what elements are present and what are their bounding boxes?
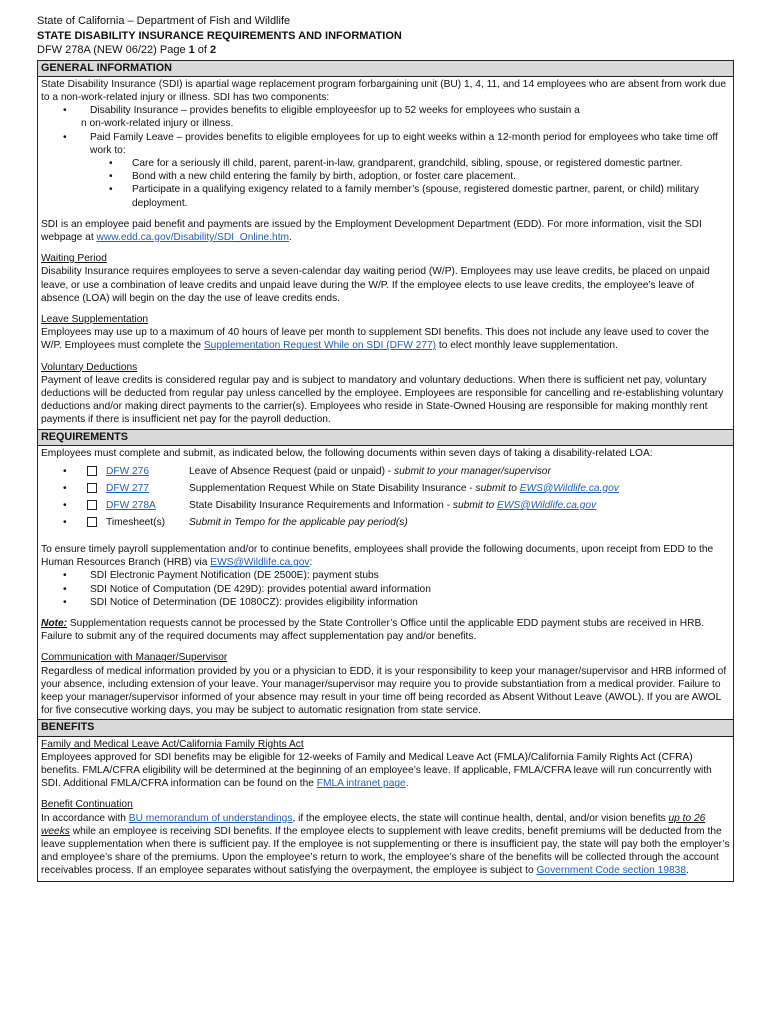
doc-note: submit to (452, 499, 498, 511)
communication-heading: Communication with Manager/Supervisor (41, 652, 228, 664)
general-intro: State Disability Insurance (SDI) is apartial wage replacement program forbargaining unit (BU) 1, 4, 11, and 14 employees who are absent from work due to a non-work-related injury or illness. SDI has two components: (41, 78, 726, 103)
list-item (41, 131, 730, 157)
benefits-section (38, 737, 733, 881)
period: . (405, 778, 409, 790)
edd-doc-2: SDI Notice of Computation (DE 429D): provides potential award information (90, 583, 431, 595)
dfw278a-link[interactable]: DFW 278A (106, 499, 156, 511)
list-item (41, 183, 730, 209)
agency-line: State of California – Department of Fish and Wildlife (37, 15, 291, 27)
di-bullet-text: Disability Insurance – provides benefits to eligible employeesfor up to 52 weeks for employees who sustain a (90, 105, 580, 117)
benefit-continuation-paragraph (41, 812, 730, 878)
sdi-components-list (41, 104, 730, 210)
page-number: 1 (188, 44, 195, 56)
doc-note: submit to (475, 482, 520, 494)
waiting-period-heading: Waiting Period (41, 253, 107, 265)
leave-text-2: to elect monthly leave supplementation. (436, 340, 618, 352)
fmla-text: Employees approved for SDI benefits may be eligible for 12-weeks of Family and Medical Leave Act (FMLA)/California Family Rights Act (CFRA) benefits. FMLA/CFRA eligibility will be determined at the beginning of an employee’s leave. If applicable, FMLA/CFRA leave will run concurrently with SDI. Additional FMLA/CFRA information can be found on the (41, 751, 712, 790)
note-text: Supplementation requests cannot be processed by the State Controller’s Office until the applicable EDD payment stubs are received in HRB. Failure to submit any of the required documents may affect supplementation pay and/or benefits. (41, 618, 705, 643)
form-number-line (37, 43, 734, 58)
timesheet-checkbox[interactable] (87, 517, 97, 527)
form-number: DFW 278A (NEW 06/22) Page (37, 44, 189, 56)
ews-email-link[interactable]: EWS@Wildlife.ca.gov (210, 557, 310, 569)
pfl-sub-exigency: Participate in a qualifying exigency related to a family member’s (spouse, registered domestic partner, parent, or child) military deployment. (132, 184, 699, 209)
timesheet-label: Timesheet(s) (106, 516, 166, 528)
dfw277-checkbox[interactable] (87, 483, 97, 493)
ensure-paragraph (41, 543, 730, 569)
benefit-continuation-heading: Benefit Continuation (41, 799, 133, 811)
bullet: • (63, 499, 67, 511)
dfw276-link[interactable]: DFW 276 (106, 465, 150, 477)
voluntary-deductions-text: Payment of leave credits is considered regular pay and is subject to mandatory and voluntary deductions. When there is sufficient net pay, voluntary deductions will be deducted from regular pay unless cancelled by the employee. Employees are responsible for cancelling and re-establishing voluntary deductions and/or making direct payments to the carrier(s). Employees who reside in State-Owned Housing are responsible for making monthly rent payments if there is insufficient net pay for the payroll deduction. (41, 374, 724, 426)
fmla-intranet-link[interactable]: FMLA intranet page (316, 778, 406, 790)
di-bullet-cont: n on-work-related injury or illness. (81, 118, 234, 130)
fmla-paragraph (41, 751, 730, 791)
bu-mou-link[interactable]: BU memorandum of understandings (128, 812, 293, 824)
timesheet-description: Submit in Tempo for the applicable pay period(s) (189, 516, 408, 528)
dfw278a-checkbox[interactable] (87, 500, 97, 510)
period: . (686, 865, 689, 877)
doc-row-dfw278a (41, 497, 730, 514)
pfl-sub-care: Care for a seriously ill child, parent, parent-in-law, grandparent, grandchild, sibling, spouse, or registered domestic partner. (132, 157, 683, 169)
sdi-paid-paragraph: SDI is an employee paid benefit and payments are issued by the Employment Development Department (EDD). For more information, visit the SDI webpage at www.edd.ca.gov/Disability/SDI_Online.htm. (41, 218, 702, 243)
page-total: 2 (210, 44, 217, 56)
ensure-text: To ensure timely payroll supplementation and/or to continue benefits, employees shall provide the following documents, upon receipt from EDD to the Human Resources Branch (HRB) via (41, 543, 714, 569)
leave-supplementation-heading: Leave Supplementation (41, 313, 149, 325)
weeks-emphasis: up to 26 weeks (41, 812, 706, 837)
form-title: STATE DISABILITY INSURANCE REQUIREMENTS AND INFORMATION (37, 29, 402, 42)
sdi-webpage-link[interactable]: www.edd.ca.gov/Disability/SDI_Online.htm (96, 231, 290, 243)
doc-row-dfw277 (41, 480, 730, 497)
dfw276-description (189, 465, 551, 478)
edd-doc-1: SDI Electronic Payment Notification (DE 2500E): payment stubs (90, 570, 379, 582)
pfl-sub-bond: Bond with a new child entering the family by birth, adoption, or foster care placement. (132, 171, 516, 183)
sdi-paid-text: SDI is an employee paid benefit and payments are issued by the Employment Development Department (EDD). For more information, visit the SDI webpage at (41, 218, 702, 243)
benefits-section-title: BENEFITS (38, 719, 733, 736)
edd-documents-list (41, 569, 730, 609)
colon: : (309, 557, 313, 569)
edd-doc-3: SDI Notice of Determination (DE 1080CZ): provides eligibility information (90, 596, 418, 608)
requirements-intro: Employees must complete and submit, as indicated below, the following documents within seven days of taking a disability-related LOA: (41, 447, 653, 459)
page-of: of (194, 44, 211, 56)
bullet: • (63, 482, 67, 494)
fmla-heading: Family and Medical Leave Act/California Family Rights Act (41, 738, 304, 750)
leave-text-1: Employees may use up to a maximum of 40 hours of leave per month to supplement SDI benefits. This does not include any leave used to cover the W/P. Employees must complete the (41, 327, 710, 352)
bullet: • (63, 516, 67, 528)
dfw277-description (189, 482, 619, 495)
doc-desc: Supplementation Request While on State Disability Insurance - (189, 482, 476, 494)
gov-code-link[interactable]: Government Code section 19838 (536, 865, 687, 877)
dfw276-checkbox[interactable] (87, 466, 97, 476)
list-item (41, 170, 730, 183)
general-section (38, 77, 733, 430)
requirements-section-title: REQUIREMENTS (38, 429, 733, 446)
ews-email-link[interactable]: EWS@Wildlife.ca.gov (519, 482, 619, 494)
cont-text-b: , if the employee elects, the state will continue health, dental, and/or vision benefits (292, 812, 669, 824)
note-paragraph (41, 617, 730, 643)
doc-desc: Leave of Absence Request (paid or unpaid) - (189, 465, 395, 477)
list-item (41, 157, 730, 170)
ews-email-link[interactable]: EWS@Wildlife.ca.gov (497, 499, 597, 511)
doc-row-timesheet (41, 514, 730, 531)
voluntary-deductions-heading: Voluntary Deductions (41, 361, 138, 373)
cont-text-a: In accordance with (41, 812, 129, 824)
bullet: • (63, 465, 67, 477)
dfw277-link[interactable]: Supplementation Request While on SDI (DFW 277) (203, 340, 437, 352)
cont-text-c: while an employee is receiving SDI benefits. If the employee elects to supplement with leave credits, benefit premiums will be deducted from the leave supplementation when there is sufficient pay. If the employee is not supplementing or there is insufficient pay, the state will pay both the employer’s and employee’s share of the premiums. Upon the employee’s return to work, the employee’s share of the benefits will be collected through the account receivables process. If an employee separates without satisfying the overpayment, the employee is subject to (41, 825, 730, 877)
doc-note: submit to your manager/supervisor (394, 465, 551, 477)
list-item (41, 569, 730, 582)
doc-row-dfw276 (41, 463, 730, 480)
note-label: Note: (41, 618, 68, 629)
document-page (37, 14, 734, 882)
list-item (41, 596, 730, 609)
form-header (37, 14, 734, 58)
leave-supplementation-paragraph (41, 326, 730, 352)
requirements-section (38, 446, 733, 721)
general-section-title: GENERAL INFORMATION (38, 60, 733, 77)
required-docs-list (41, 463, 730, 531)
communication-text: Regardless of medical information provided by you or a physician to EDD, it is your responsibility to keep your manager/supervisor and HRB informed of your absence, including extension of your leave. Your manager/supervisor may require you to provide substantiation from a medical provider. Failure to keep your manager/supervisor informed of your absence may result in your time off being recorded as Absent Without Leave (AWOL). If you are AWOL for five consecutive working days, you may be subject to automatic resignation from state service. (41, 665, 727, 717)
dfw278a-description (189, 499, 596, 512)
pfl-bullet-text: Paid Family Leave – provides benefits to eligible employees for up to eight weeks within a 12-month period for employees who take time off work to: (90, 131, 718, 156)
list-item (41, 104, 730, 117)
form-body (37, 60, 734, 882)
list-item-continuation (41, 117, 730, 130)
doc-desc: State Disability Insurance Requirements and Information - (189, 499, 453, 511)
waiting-period-text: Disability Insurance requires employees to serve a seven-calendar day waiting period (W/P). Employees may use leave credits, be placed on unpaid leave, or use a combination of leave credits and unpaid leave during the W/P. If the employee elects to use leave credits, the employee’s leave of absence (LOA) will begin on the day the use of leave credits ends. (41, 266, 710, 304)
dfw277-doc-link[interactable]: DFW 277 (106, 482, 150, 494)
list-item (41, 583, 730, 596)
